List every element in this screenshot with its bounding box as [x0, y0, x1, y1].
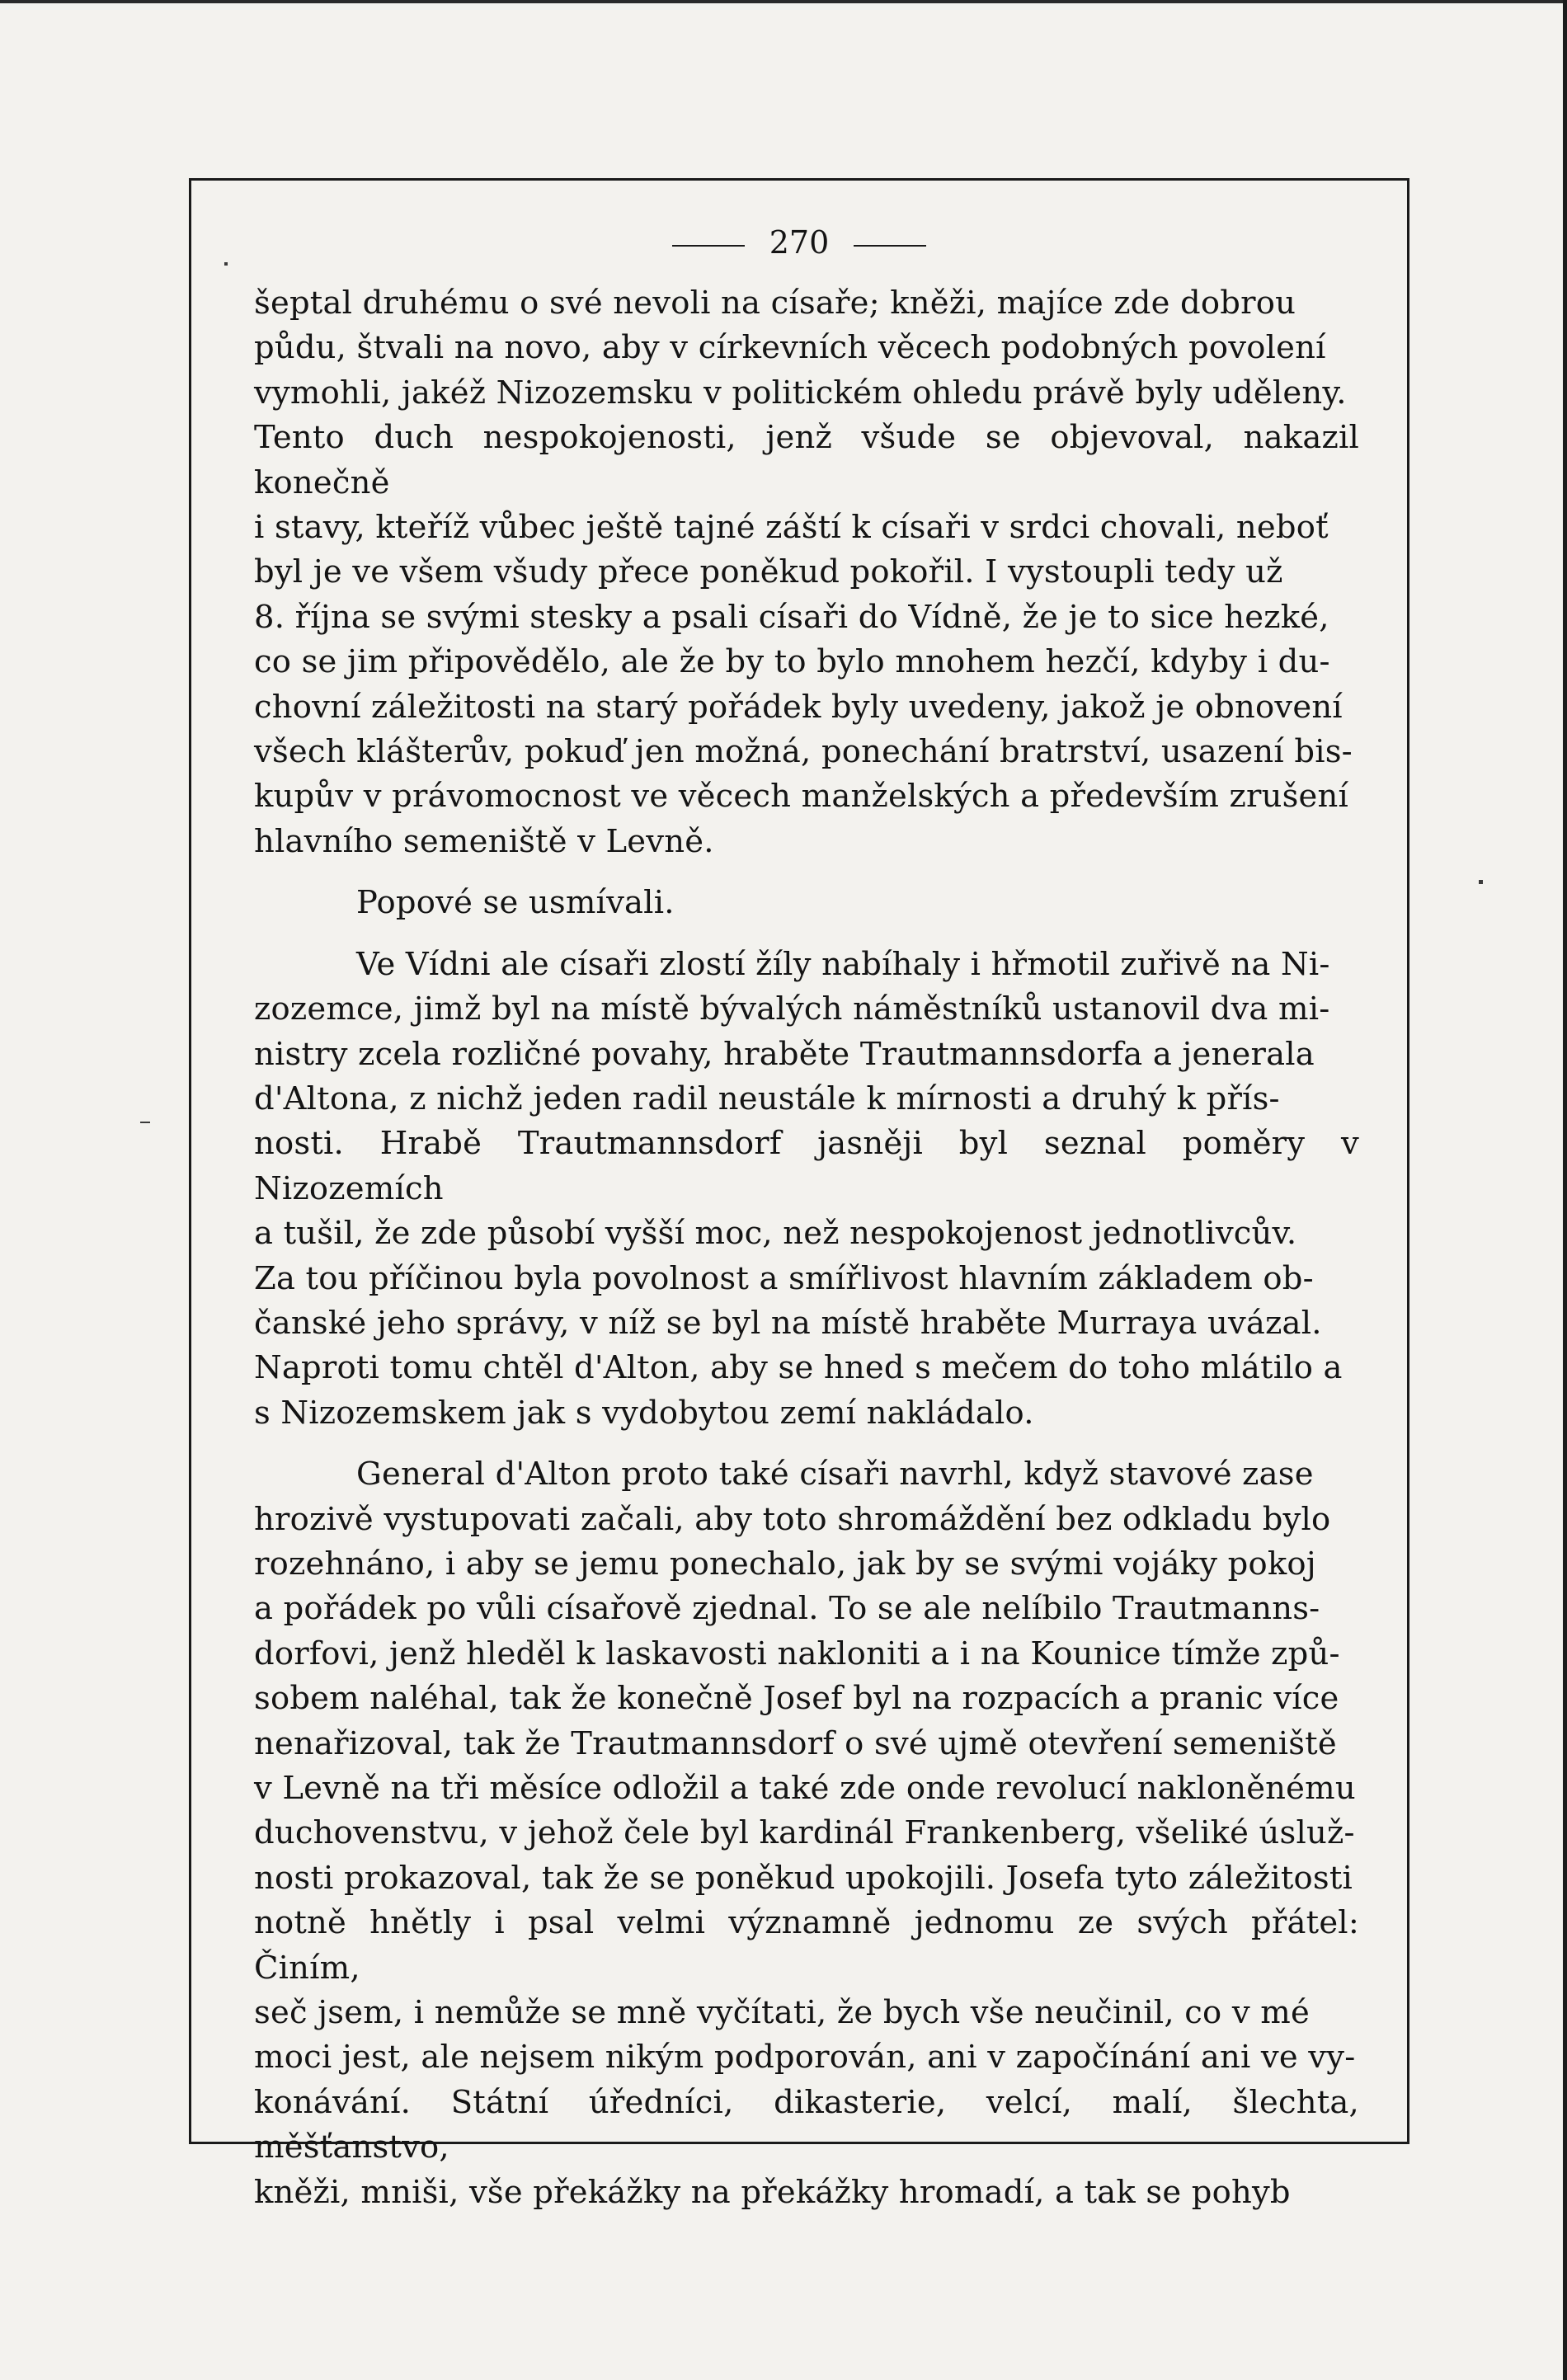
text-line: d'Altona, z nichž jeden radil neustále k mírnosti a druhý k přís- — [254, 1079, 1280, 1117]
text-line: notně hnětly i psal velmi významně jednomu ze svých přátel: Činím, — [254, 1904, 1359, 1987]
text-line: rozehnáno, i aby se jemu ponechalo, jak by se svými vojáky pokoj — [254, 1545, 1316, 1583]
text-line: Ve Vídni ale císaři zlostí žíly nabíhaly i hřmotil zuřivě na Ni- — [356, 945, 1330, 983]
text-line: Tento duch nespokojenosti, jenž všude se objevoval, nakazil konečně — [254, 419, 1359, 501]
text-line: hlavního semeniště v Levně. — [254, 822, 714, 860]
paragraph-3 — [254, 943, 1359, 1436]
text-line: Naproti tomu chtěl d'Alton, aby se hned s mečem do toho mlátilo a — [254, 1349, 1343, 1387]
scan-speck — [1479, 880, 1483, 884]
text-line: čanské jeho správy, v níž se byl na místě hraběte Murraya uvázal. — [254, 1304, 1322, 1342]
page-number: 270 — [769, 224, 830, 261]
page-header — [191, 222, 1407, 263]
text-line: moci jest, ale nejsem nikým podporován, ani v započínání ani ve vy- — [254, 2039, 1356, 2077]
text-line: v Levně na tři měsíce odložil a také zde onde revolucí nakloněnému — [254, 1770, 1356, 1807]
text-line: kupův v právomocnost ve věcech manželských a především zrušení — [254, 778, 1349, 816]
text-line: konávání. Státní úředníci, dikasterie, velcí, malí, šlechta, měšťanstvo, — [254, 2083, 1359, 2166]
text-line: seč jsem, i nemůže se mně vyčítati, že bych vše neučinil, co v mé — [254, 1994, 1310, 2032]
text-line: dorfovi, jenž hleděl k laskavosti nakloniti a i na Kounice tímže způ- — [254, 1634, 1340, 1672]
text-line: nosti. Hrabě Trautmannsdorf jasněji byl seznal poměry v Nizozemích — [254, 1125, 1359, 1207]
text-line: sobem naléhal, tak že konečně Josef byl na rozpacích a pranic více — [254, 1680, 1339, 1718]
text-line: nosti prokazoval, tak že se poněkud upokojili. Josefa tyto záležitosti — [254, 1859, 1353, 1897]
text-line: hrozivě vystupovati začali, aby toto shromáždění bez odkladu bylo — [254, 1500, 1331, 1538]
text-line: 8. října se svými stesky a psali císaři do Vídně, že je to sice hezké, — [254, 598, 1329, 636]
text-line: kněži, mniši, vše překážky na překážky hromadí, a tak se pohyb — [254, 2173, 1291, 2211]
header-rule-right — [854, 245, 926, 247]
text-line: nenařizoval, tak že Trautmannsdorf o své ujmě otevření semeniště — [254, 1724, 1337, 1762]
text-line: zozemce, jimž byl na místě bývalých náměstníků ustanovil dva mi- — [254, 990, 1330, 1028]
text-line: Za tou příčinou byla povolnost a smířlivost hlavním základem ob- — [254, 1259, 1314, 1297]
text-line: a pořádek po vůli císařově zjednal. To se ale nelíbilo Trautmanns- — [254, 1590, 1320, 1628]
text-line: Popové se usmívali. — [356, 884, 675, 922]
paragraph-4 — [254, 1452, 1359, 2215]
text-line: šeptal druhému o své nevoli na císaře; kněži, majíce zde dobrou — [254, 285, 1296, 322]
paragraph-2 — [254, 881, 1359, 925]
body-text — [254, 281, 1359, 2215]
page-frame — [189, 178, 1409, 2211]
text-line: půdu, štvali na novo, aby v církevních věcech podobných povolení — [254, 329, 1326, 367]
text-line: byl je ve všem všudy přece poněkud pokořil. I vystoupli tedy už — [254, 553, 1283, 591]
scan-speck — [140, 1122, 150, 1123]
text-line: General d'Alton proto také císaři navrhl, když stavové zase — [356, 1456, 1314, 1493]
scan-edge-top — [0, 0, 1567, 3]
text-line: vymohli, jakéž Nizozemsku v politickém ohledu právě byly uděleny. — [254, 374, 1347, 412]
header-rule-left — [672, 245, 745, 247]
text-line: a tušil, že zde působí vyšší moc, než nespokojenost jednotlivcův. — [254, 1215, 1297, 1253]
text-line: chovní záležitosti na starý pořádek byly uvedeny, jakož je obnovení — [254, 688, 1343, 726]
text-line: i stavy, kteříž vůbec ještě tajné záští k císaři v srdci chovali, neboť — [254, 509, 1329, 547]
text-line: s Nizozemskem jak s vydobytou zemí nakládalo. — [254, 1394, 1034, 1432]
paragraph-1 — [254, 281, 1359, 864]
scan-edge-right — [1563, 0, 1567, 2380]
text-line: co se jim připovědělo, ale že by to bylo mnohem hezčí, kdyby i du- — [254, 643, 1330, 681]
text-line: všech klášterův, pokuď jen možná, ponechání bratrství, usazení bis- — [254, 733, 1353, 771]
text-line: nistry zcela rozličné povahy, hraběte Trautmannsdorfa a jenerala — [254, 1035, 1315, 1073]
text-line: duchovenstvu, v jehož čele byl kardinál Frankenberg, všeliké úsluž- — [254, 1814, 1355, 1852]
